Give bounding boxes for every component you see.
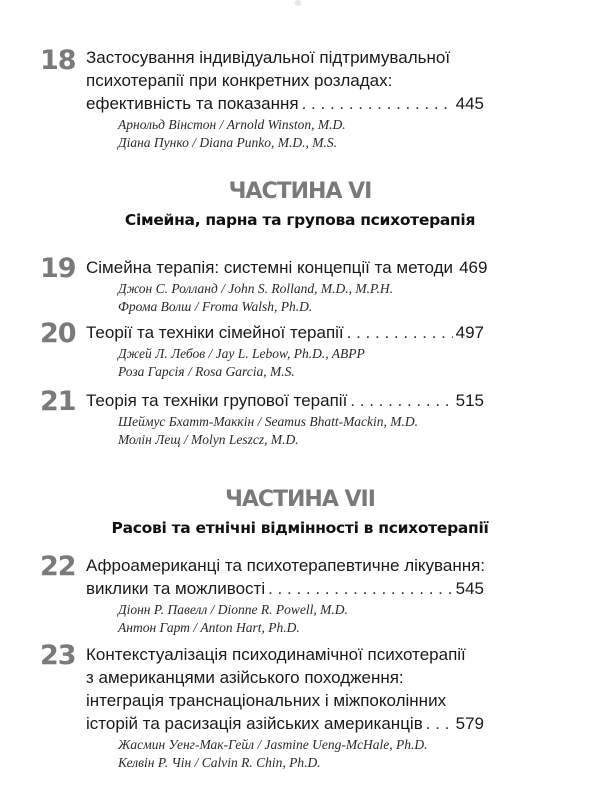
authors-list [118,116,484,152]
chapter-title-last-line [86,256,488,279]
author: Роза Гарсія / Rosa Garcia, M.S. [118,364,295,379]
author: Арнольд Вінстон / Arnold Winston, M.D. [118,117,346,132]
part-heading-vi [0,178,600,231]
chapter-title-last-line [86,321,484,344]
chapter-title-line: Контекстуалізація психодинамічної психотерапії [86,645,466,664]
chapter-title-text: Теорія та техніки групової терапії [86,391,348,410]
chapter-number: 18 [40,45,76,76]
part-title: ЧАСТИНА VII [225,487,375,512]
chapter-title-last-line [86,712,484,735]
authors-list [118,736,484,772]
chapter-title-text: ефективність та показання [86,94,299,113]
chapter-title-last-line [86,389,484,412]
leader-dots [350,389,452,412]
page-number[interactable]: 579 [455,714,484,733]
chapter-title-last-line [86,92,484,115]
leader-dots [426,712,453,735]
chapter-title-line: психотерапії при конкретних розладах: [86,71,393,90]
page-top-mark [295,0,301,6]
chapter-number: 21 [40,386,76,417]
authors-list [118,345,484,381]
author: Молін Лещ / Molyn Leszcz, M.D. [118,432,299,447]
author: Джон С. Ролланд / John S. Rolland, M.D., M.P.H. [118,281,394,296]
authors-list [118,413,484,449]
page-number[interactable]: 497 [455,323,484,342]
author: Фрома Волш / Froma Walsh, Ph.D. [118,299,313,314]
leader-dots [302,92,453,115]
page-number[interactable]: 445 [455,94,484,113]
author: Діонн Р. Павелл / Dionne R. Powell, M.D. [118,602,348,617]
authors-list [118,280,484,316]
part-heading-vii [0,486,600,539]
page-number[interactable]: 469 [459,258,488,277]
part-subtitle: Сімейна, парна та групова психотерапія [124,211,476,229]
chapter-title-text: виклики та можливості [86,579,266,598]
author: Джей Л. Лебов / Jay L. Lebow, Ph.D., ABPP [118,346,365,361]
chapter-title-last-line [86,577,484,600]
author: Антон Гарт / Anton Hart, Ph.D. [118,620,300,635]
chapter-title-text: Теорії та техніки сімейної терапії [86,323,344,342]
chapter-title-line: з американцями азійського походження: [86,668,404,687]
part-subtitle: Расові та етнічні відмінності в психотерапії [111,519,489,537]
chapter-title-line: Афроамериканці та психотерапевтичне лікування: [86,556,486,575]
author: Жасмин Уенг-Мак-Гейл / Jasmine Ueng-McHale, Ph.D. [118,737,428,752]
page-number[interactable]: 545 [455,579,484,598]
author: Келвін Р. Чін / Calvin R. Chin, Ph.D. [118,755,321,770]
chapter-number: 20 [40,318,76,349]
chapter-number: 19 [40,253,76,284]
leader-dots [347,321,453,344]
chapter-title-text: Сімейна терапія: системні концепції та методи [86,258,454,277]
chapter-number: 22 [40,551,76,582]
authors-list [118,601,484,637]
part-title: ЧАСТИНА VI [228,179,372,204]
leader-dots [268,577,453,600]
chapter-number: 23 [40,640,76,671]
page-number[interactable]: 515 [455,391,484,410]
chapter-title-line: інтеграція транснаціональних і міжпоколінних [86,691,447,710]
chapter-title-text: історій та расизація азійських американців [86,714,423,733]
author: Діана Пунко / Diana Punko, M.D., M.S. [118,135,338,150]
chapter-title-line: Застосування індивідуальної підтримувальної [86,48,451,67]
author: Шеймус Бхатт-Маккін / Seamus Bhatt-Mackin, M.D. [118,414,419,429]
